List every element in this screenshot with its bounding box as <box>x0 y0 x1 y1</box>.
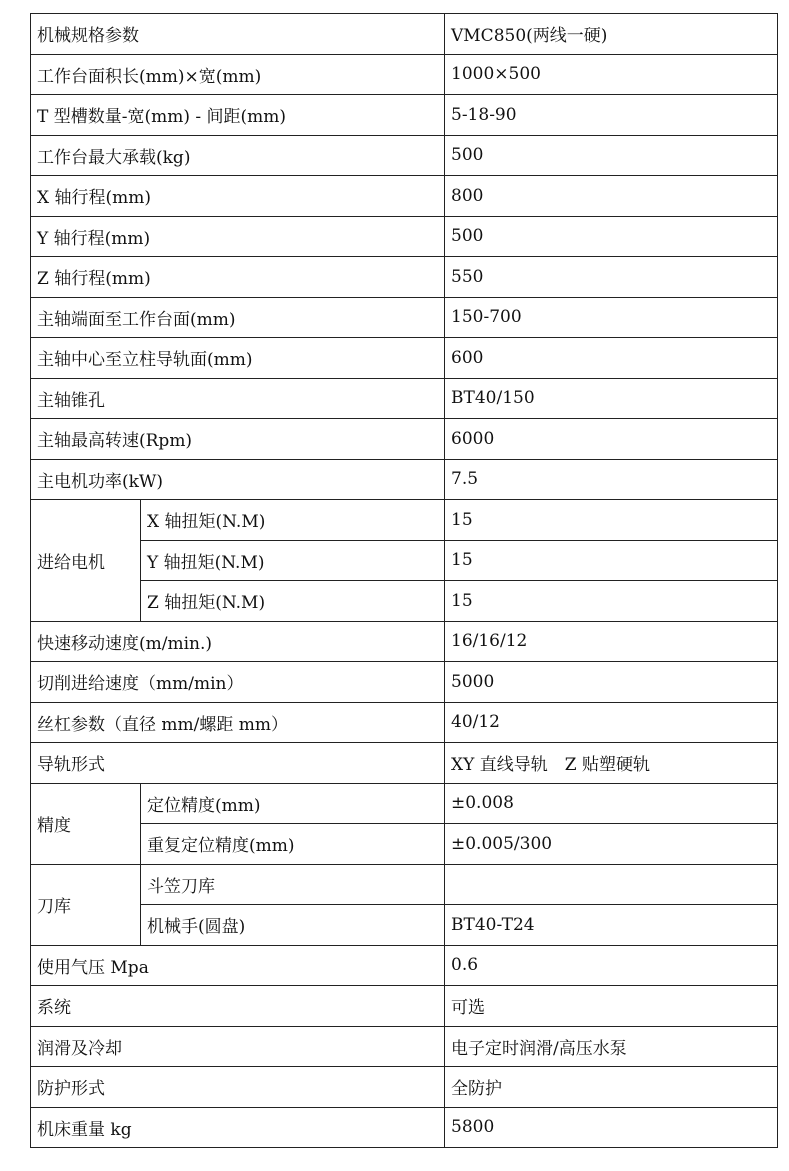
table-row <box>31 378 778 419</box>
row-value: 0.6 <box>445 945 778 986</box>
row-label: X 轴行程(mm) <box>31 176 445 217</box>
table-row <box>31 905 778 946</box>
feed-motor-group-label: 进给电机 <box>31 500 141 622</box>
row-value: 5800 <box>445 1107 778 1148</box>
row-value: 全防护 <box>445 1067 778 1108</box>
table-row <box>31 824 778 865</box>
row-label: 重复定位精度(mm) <box>141 824 445 865</box>
table-row <box>31 1107 778 1148</box>
row-value: VMC850(两线一硬) <box>445 14 778 55</box>
row-label: 丝杠参数（直径 mm/螺距 mm） <box>31 702 445 743</box>
row-value: 电子定时润滑/高压水泵 <box>445 1026 778 1067</box>
row-value: 1000×500 <box>445 54 778 95</box>
row-label: 主轴中心至立柱导轨面(mm) <box>31 338 445 379</box>
table-row <box>31 1067 778 1108</box>
spec-table-body <box>31 14 778 1148</box>
row-value <box>445 864 778 905</box>
row-label: 润滑及冷却 <box>31 1026 445 1067</box>
row-label: Y 轴行程(mm) <box>31 216 445 257</box>
table-row <box>31 986 778 1027</box>
row-label: 主电机功率(kW) <box>31 459 445 500</box>
row-value: 可选 <box>445 986 778 1027</box>
row-value: 16/16/12 <box>445 621 778 662</box>
table-row <box>31 540 778 581</box>
row-label: 工作台最大承载(kg) <box>31 135 445 176</box>
table-row <box>31 1026 778 1067</box>
row-label: 防护形式 <box>31 1067 445 1108</box>
row-value: ±0.008 <box>445 783 778 824</box>
table-row <box>31 581 778 622</box>
table-row <box>31 662 778 703</box>
row-label: 机床重量 kg <box>31 1107 445 1148</box>
row-value: 600 <box>445 338 778 379</box>
table-row <box>31 135 778 176</box>
table-row <box>31 297 778 338</box>
row-label: 主轴锥孔 <box>31 378 445 419</box>
table-row <box>31 621 778 662</box>
row-value: 7.5 <box>445 459 778 500</box>
row-value: ±0.005/300 <box>445 824 778 865</box>
table-row <box>31 743 778 784</box>
row-value: XY 直线导轨 Z 贴塑硬轨 <box>445 743 778 784</box>
row-value: 5000 <box>445 662 778 703</box>
row-value: 40/12 <box>445 702 778 743</box>
table-row <box>31 14 778 55</box>
row-value: 500 <box>445 216 778 257</box>
row-label: Z 轴行程(mm) <box>31 257 445 298</box>
table-row <box>31 54 778 95</box>
tool-magazine-group-label: 刀库 <box>31 864 141 945</box>
row-value: 150-700 <box>445 297 778 338</box>
row-label: 机械规格参数 <box>31 14 445 55</box>
row-label: 定位精度(mm) <box>141 783 445 824</box>
row-label: 工作台面积长(mm)×宽(mm) <box>31 54 445 95</box>
row-label: X 轴扭矩(N.M) <box>141 500 445 541</box>
table-row <box>31 95 778 136</box>
table-row <box>31 419 778 460</box>
row-label: 快速移动速度(m/min.) <box>31 621 445 662</box>
row-label: 机械手(圆盘) <box>141 905 445 946</box>
table-row <box>31 702 778 743</box>
row-label: 主轴最高转速(Rpm) <box>31 419 445 460</box>
row-value: 5-18-90 <box>445 95 778 136</box>
row-value: 15 <box>445 540 778 581</box>
table-row <box>31 257 778 298</box>
spec-table <box>30 13 778 1148</box>
row-label: Y 轴扭矩(N.M) <box>141 540 445 581</box>
table-row <box>31 338 778 379</box>
row-value: 6000 <box>445 419 778 460</box>
row-value: 800 <box>445 176 778 217</box>
row-value: BT40-T24 <box>445 905 778 946</box>
table-row <box>31 216 778 257</box>
row-value: BT40/150 <box>445 378 778 419</box>
row-value: 15 <box>445 500 778 541</box>
table-row <box>31 864 778 905</box>
row-value: 500 <box>445 135 778 176</box>
table-row <box>31 176 778 217</box>
row-label: T 型槽数量-宽(mm) - 间距(mm) <box>31 95 445 136</box>
table-row <box>31 500 778 541</box>
table-row <box>31 459 778 500</box>
row-value: 15 <box>445 581 778 622</box>
row-label: Z 轴扭矩(N.M) <box>141 581 445 622</box>
table-row <box>31 783 778 824</box>
row-label: 导轨形式 <box>31 743 445 784</box>
row-label: 主轴端面至工作台面(mm) <box>31 297 445 338</box>
table-row <box>31 945 778 986</box>
precision-group-label: 精度 <box>31 783 141 864</box>
row-label: 斗笠刀库 <box>141 864 445 905</box>
row-value: 550 <box>445 257 778 298</box>
row-label: 使用气压 Mpa <box>31 945 445 986</box>
row-label: 系统 <box>31 986 445 1027</box>
row-label: 切削进给速度（mm/min） <box>31 662 445 703</box>
